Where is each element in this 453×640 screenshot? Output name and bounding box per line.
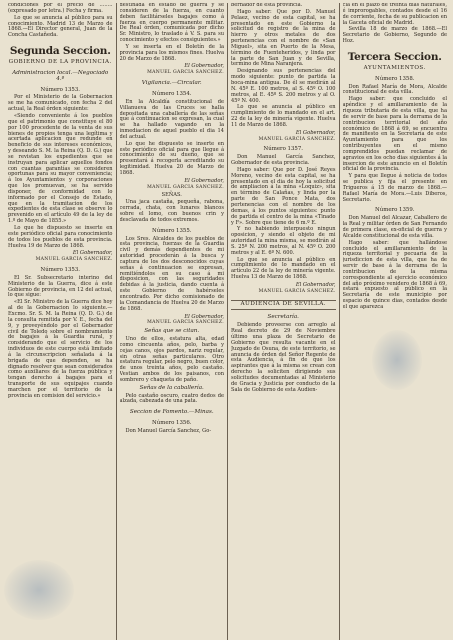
column-2 <box>120 3 229 640</box>
subhead: Secretaría. <box>267 313 299 320</box>
signature-role: El Gobernador, <box>184 177 224 184</box>
notice-number: Número 1354. <box>152 90 192 97</box>
notice-number: Número 1357. <box>263 146 303 153</box>
section-subtitle: GOBIERNO DE LA PROVINCIA. <box>8 59 112 66</box>
signature-role: El Gobernador, <box>184 63 224 70</box>
paragraph: Los Sres. Alcaldes de los pueblos de esta provincia, fuerzas de la Guardia civil y demás dependientes de mi autoridad procederán á la busca y captura de los dos desconocidos cuyas señas á continuacion se expresan, remitiéndolos en su caso á mi disposicion, con las seguridades debidas á la justicia, dando cuenta á este Gobierno de habérseles encontrado. Por dicho comisionado de la Comandancia de Huelva 20 de Marzo de 1868. <box>119 235 224 312</box>
paragraph: Hago saber: Que por D. Manuel Pelaez, vecino de esta capital, se ha presentado en este Gobierno la solicitud de registro de la mina de hierro y otros metales de dos pertenencias con el nombre de «San Miguel», sita en Puerto de la Mesa, término de Fuenteheridos, y linda por la parte de San Juan y de Sevilla, termino de Mina Naranjera. <box>231 8 336 68</box>
paragraph: El Sr. Subsecretario interino del Ministerio de la Guerra, dice á este Gobierno de provincia, en 12 del actual, lo que sigue: <box>8 274 113 299</box>
column-3 <box>231 3 340 640</box>
section-subtitle: AYUNTAMIENTOS. <box>363 64 426 71</box>
signature-role: El Gobernador, <box>295 281 336 288</box>
paragraph: Una jaca castaña, pequeña, rabona, cerrada, chata, con lunares blancos sobre el lomo, con buenos crin y desclavada de todos extremos. <box>119 199 224 223</box>
paragraph: Y para que llegue á noticia de todos se publica y fija el presente en Trigueros á 15 de marzo de 1868.—Rafael María de Mora.—Luis Diberos, Secretario. <box>342 173 447 203</box>
signature-name: MANUEL GARCIA SANCHEZ. <box>258 136 336 142</box>
paragraph: Y no habiendo interpuesto ningun oposicion, y siendo el objeto de mi autoridad la mina misma, se medirán al S. 25º N. 200 metros, al N. 45º O. 200 metros y al E. 6º N. 600. <box>231 226 336 256</box>
section-title: Tercera Seccion. <box>347 50 442 63</box>
notice-number: Número 1356. <box>152 420 192 427</box>
paragraph: «El Sr. Ministro de la Guerra dice hoy al de la Gobernacion lo siguiente.—Excmo. Sr. S. M. la Reina (Q. D. G.) de la consulta remitida por V. E., fecha del 9, y proveyéndolo por el Gobernador civil de Toledo sobre el nombramiento de bagajes á la Guardia rural, y considerando que el servicio de los individuos de este cuerpo está limitado á la circunscripcion señalada á la brigada de que dependen, se ha dignado resolver que sean considerados como auxiliares de la fuerza pública y tengan derecho á bagajes para el transporte de sus equipajes cuando marchen por el territorio de la provincia en comision del servicio.» <box>8 299 113 399</box>
paragraph: Sevilla 18 de marzo de 1868.—El Secretario de Gobierno, Segundo de Hoz. <box>342 26 447 45</box>
senas-title: Señas que se citan. <box>144 328 200 335</box>
subhead: Seccion de Fomento.—Minas. <box>129 409 214 416</box>
paragraph: Lo que se anuncia al público para su conocimiento. Madrid 13 de Marzo de 1868.—El Director general, Juan de la Concha Castañeda. <box>8 14 113 39</box>
paragraph: Lo que se anuncia al público en cumplimiento de lo mandado en el art. 22 de la ley de minería vigente. Huelva 11 de Marzo de 1868. <box>231 104 336 128</box>
paragraph: «Siendo conveniente á los pueblos que el patrimonio que constituye el 80 por 100 procedente de la venta de sus bienes de propios tenga una legítima y acertada aplicacion que redunde en beneficio de sus intereses económicos, y deseando S. M. la Reina (Q. D. G.) que se revistan los expedientes que se instruyan para aplicar aquellos fondos con cuantas garantías se consideren oportunas para su mayor conveniencia; á los Ayuntamientos y corporaciones que los promuevan, se ha servido disponer, de conformidad con lo informado por el Consejo de Estado, que en la tramitacion de los expedientes de esta clase se observe lo prevenido en el artículo 49 de la ley de 1.º de Mayo de 1855.» <box>8 112 113 225</box>
senas-title: Señas de la caballería. <box>139 384 204 391</box>
notice-number: Número 1359. <box>375 207 415 214</box>
senas-title: SEÑAS. <box>161 192 182 199</box>
paragraph: Y se inserta en el Boletín de la provincia para los mismos fines. Huelva 20 de Marzo de 1868. <box>119 43 224 62</box>
paragraph: Hago saber: que hallándose concluido el amillaramiento de la riqueza territorial y pecuaria de la jurisdiccion de esta villa, que ha de servir de base á la derrama de la contribucion de la misma correspondiente al ejercicio económico del año próximo venidero de 1868 á 69, estará expuesto al público en la Secretaría de este municipio por espacio de quince dias, contados desde el que aparezca <box>342 239 447 310</box>
signature-role: El Gobernador, <box>72 250 113 257</box>
subhead: Administracion local.—Negociado 4.º <box>12 69 109 82</box>
paragraph: Lo que he dispuesto se inserte en este periódico oficial para conocimiento de todos los pueblos de esta provincia. Huelva 19 de Marzo de 1868. <box>8 225 113 249</box>
paragraph: Don Manuel del Alcazar, Caballero de la Real y militar órden de San Fernando de primera clase, ex-oficial de guerra y Alcalde constitucional de esta villa. <box>342 215 447 239</box>
paragraph: Uno de ellos, estatura alta, edad como cincuenta años, pelo, barba y cejas canos, ojos pardos, nariz regular, sin otras señas particulares. Otro estatura regular, pelo negro, buen color, de unos treinta años, pelo castaño. Vestian ambos de los paisanos, con sombrero y chaqueta de paño. <box>119 336 224 383</box>
paragraph: cia en el plazo de treinta dias naturales, é improrogables, contados desde el 16 de corriente, fecha de su publicacion en la Gaceta oficial de Madrid. <box>342 3 447 26</box>
audiencia-heading: AUDIENCIA DE SEVILLA. <box>231 300 336 310</box>
notice-number: Número 1353. <box>40 86 80 93</box>
signature-name: MANUEL GARCIA SANCHEZ. <box>258 288 336 294</box>
paragraph: Pelo castaño oscuro, cuatro dedos de alzada, cabezada de una pata. <box>119 392 224 405</box>
signature-name: MANUEL GARCIA SANCHEZ. <box>147 320 224 326</box>
paragraph: condiciones por el precio de ........ (expresado por letra.) Fecha y firma. <box>8 3 113 14</box>
paragraph: bernador de esta provincia. <box>231 3 303 8</box>
signature-name: MANUEL GARCIA SANCHEZ. <box>147 184 224 190</box>
paragraph: Debiendo proveerse con arreglo al Real decreto de 29 de Noviembre último una plaza de Secretario de Gobierno que resulta vacante en el Juzgado de Osuna, de este territorio, se anuncia de órden del Señor Regente de esta Audiencia, á fin de que los aspirantes que á la misma se crean con derecho la soliciten dirigiendo sus solicitudes documentadas al Ministerio de Gracia y Justicia por conducto de la Sala de Gobierno de esta Audien- <box>231 322 336 393</box>
paragraph: Hago saber: Que por D. José Reyes Moreno, vecino de esta capital, se ha presentado en el dia de hoy la solicitud de ampliacion á la mina «Loquiz», sita en término de Calañas, y linda por la parte de San Ponce Mata, dos pertenencias con el nombre de los demas, á los puntos siguientes: punto de partida el centro de la mina «Tinado y F». Sobre que tiene de 6 m.º E. <box>231 166 336 226</box>
paragraph: En la Alcaldía constitucional de Villanueva de las Cruces se halla depositada una caballería de las señas que á continuacion se expresan, la cual se ha hallado vagando en la inmediacion de aquel pueblo el dia 14 del actual. <box>119 98 224 140</box>
paragraph: Don Manuel García Sanchez, Go- <box>125 428 212 434</box>
signature-role: El Gobernador, <box>295 129 336 136</box>
column-1 <box>8 3 117 640</box>
paragraph: Lo que he dispuesto se inserte en este periódico oficial para que llegue á conocimiento de su dueño, que se presentará á recogerla acreditando su legitimidad. Huelva 20 de Marzo de 1868. <box>119 140 224 176</box>
notice-number: Número 1358. <box>375 75 415 82</box>
paragraph: Lo que se anuncia al público en cumplimiento de lo mandado en el artículo 22 de la ley de minería vigente. Huelva 13 de Marzo de 1868. <box>231 256 336 281</box>
column-4 <box>343 3 448 640</box>
signature-role: El Gobernador, <box>184 313 224 320</box>
paragraph: Por el Ministerio de la Gobernacion se me ha comunicado, con fecha 2 del actual, la Real órden siguiente: <box>8 94 113 113</box>
notice-number: Número 1353. <box>40 267 80 274</box>
paragraph: Hago saber: que concluido el apéndice y el amillaramiento de la riqueza tributaria de esta villa, que ha de servir de base para la derrama de la contribucion territorial del año económico de 1868 á 69, se encuentra de manifiesto en la Secretaría de este Ayuntamiento para que los contribuyentes en el mismo comprendidos puedan reclamar de agravios en los ocho dias siguientes á la insercion de este anuncio en el Boletín oficial de la provincia. <box>342 96 447 173</box>
subhead: Vigilancia.—Circular. <box>141 80 202 87</box>
signature-name: MANUEL GARCIA SANCHEZ. <box>35 257 113 263</box>
section-title: Segunda Seccion. <box>9 45 111 58</box>
paragraph: Designando sus pertenencias del modo siguiente: punto de partida la boca-mina antigua. De él se medirán al N. 45º E. 100 metros, al S. 45º O. 100 metros, al E. 45º S. 200 metros y al O. 45º N. 400. <box>231 68 336 104</box>
paragraph: Don Manuel García Sanchez, Gobernador de esta provincia. <box>231 154 336 167</box>
paragraph: destinada en estado de guerra y se consideren de la fuerza, en cuanto deben facilitárseles bagajes como á fuerza en cuerpo permanente militar. De Real órden, comunicada por dicho Sr. Ministro, lo traslado á V. S. para su conocimiento y efectos consiguientes.» <box>119 3 224 44</box>
signature-name: MANUEL GARCIA SANCHEZ. <box>147 70 224 76</box>
notice-number: Número 1355. <box>152 227 192 234</box>
paragraph: Don Rafael María de Mora, Alcalde constitucional de esta villa. <box>342 83 447 96</box>
